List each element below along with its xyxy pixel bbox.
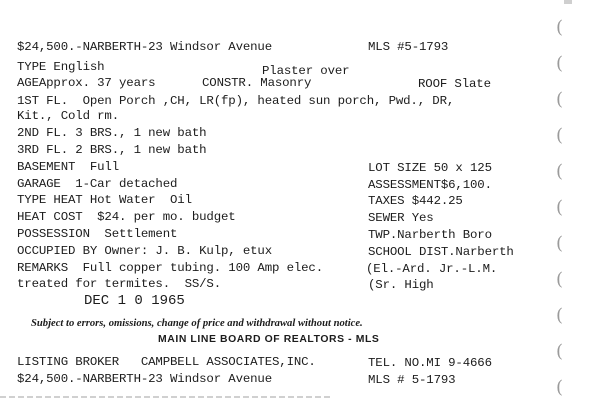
occupied-field: OCCUPIED BY Owner: J. B. Kulp, etux: [17, 244, 272, 258]
construction-note: Plaster over: [262, 64, 350, 78]
roof-field: ROOF Slate: [418, 77, 491, 91]
possession-field: POSSESSION Settlement: [17, 227, 178, 241]
sewer-field: SEWER Yes: [368, 211, 434, 225]
third-floor-field: 3RD FL. 2 BRS., 1 new bath: [17, 143, 207, 157]
binder-hole-mark: (: [556, 197, 564, 218]
binder-hole-mark: (: [556, 233, 564, 254]
binder-hole-mark: (: [556, 53, 564, 74]
heat-cost-field: HEAT COST $24. per mo. budget: [17, 210, 236, 224]
taxes-field: TAXES $442.25: [368, 194, 463, 208]
binder-hole-mark: (: [556, 377, 564, 398]
listing-broker: LISTING BROKER CAMPBELL ASSOCIATES,INC.: [17, 355, 316, 369]
remarks-continued: treated for termites. SS/S.: [17, 277, 221, 291]
binder-hole-mark: (: [556, 269, 564, 290]
school-senior-note: (Sr. High: [368, 278, 434, 292]
header-price-address: $24,500.-NARBERTH-23 Windsor Avenue: [17, 40, 272, 54]
type-field: TYPE English: [17, 60, 105, 74]
board-name: MAIN LINE BOARD OF REALTORS - MLS: [158, 334, 380, 345]
age-field: AGEApprox. 37 years: [17, 76, 156, 90]
first-floor-field: 1ST FL. Open Porch ,CH, LR(fp), heated sun porch, Pwd., DR,: [17, 94, 455, 108]
top-edge-mark: [564, 0, 572, 4]
disclaimer: Subject to errors, omissions, change of price and withdrawal without notice.: [31, 318, 363, 329]
school-district-field: SCHOOL DIST.Narberth: [368, 245, 514, 259]
construction-field: CONSTR. Masonry: [202, 76, 312, 90]
card-bottom-edge: [0, 396, 330, 398]
footer-price-address: $24,500.-NARBERTH-23 Windsor Avenue: [17, 372, 272, 386]
second-floor-field: 2ND FL. 3 BRS., 1 new bath: [17, 126, 207, 140]
broker-phone: TEL. NO.MI 9-4666: [368, 356, 492, 370]
first-floor-continued: Kit., Cold rm.: [17, 109, 119, 123]
assessment-field: ASSESSMENT$6,100.: [368, 178, 492, 192]
binder-hole-mark: (: [556, 161, 564, 182]
basement-field: BASEMENT Full: [17, 160, 119, 174]
lot-size-field: LOT SIZE 50 x 125: [368, 161, 492, 175]
binder-hole-mark: (: [556, 305, 564, 326]
binder-hole-mark: (: [556, 17, 564, 38]
remarks-field: REMARKS Full copper tubing. 100 Amp elec.: [17, 261, 323, 275]
footer-mls-number: MLS # 5-1793: [368, 373, 456, 387]
binder-hole-mark: (: [556, 341, 564, 362]
school-elementary-note: (El.-Ard. Jr.-L.M.: [366, 262, 498, 276]
heat-type-field: TYPE HEAT Hot Water Oil: [17, 193, 192, 207]
binder-hole-mark: (: [556, 89, 564, 110]
date-stamp: DEC 1 0 1965: [84, 293, 185, 309]
garage-field: GARAGE 1-Car detached: [17, 177, 178, 191]
township-field: TWP.Narberth Boro: [368, 228, 492, 242]
mls-number: MLS #5-1793: [368, 40, 449, 54]
binder-hole-mark: (: [556, 125, 564, 146]
